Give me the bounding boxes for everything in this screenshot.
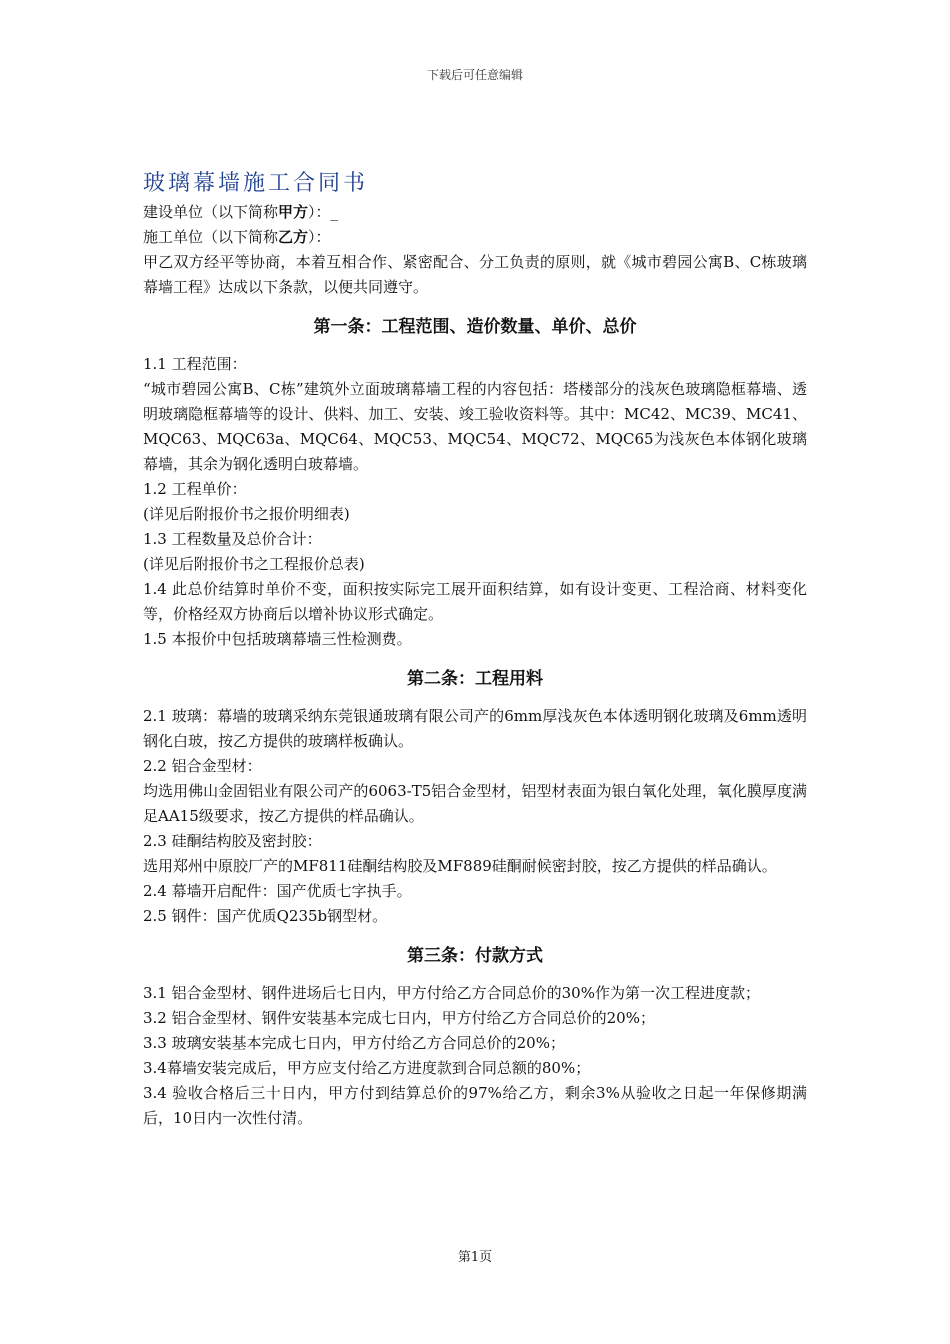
party-b-prefix: 施工单位（以下简称 xyxy=(143,228,279,246)
party-a-line xyxy=(143,200,807,225)
party-b-suffix: ）： xyxy=(308,228,331,246)
clause-paragraph: 2.1 玻璃：幕墙的玻璃采纳东莞银通玻璃有限公司产的6mm厚浅灰色本体透明钢化玻璃及6mm透明钢化白玻，按乙方提供的玻璃样板确认。 xyxy=(143,707,807,750)
page-number: 第1页 xyxy=(457,1250,493,1265)
clause-paragraph: 1.5 本报价中包括玻璃幕墙三性检测费。 xyxy=(143,630,412,648)
clause-paragraph: (详见后附报价书之报价明细表) xyxy=(143,505,350,523)
document-body xyxy=(143,168,807,1131)
clause-paragraph: 2.3 硅酮结构胶及密封胶： xyxy=(143,832,322,850)
clause-paragraph: 2.2 铝合金型材： xyxy=(143,757,262,775)
clause-paragraph: 3.2 铝合金型材、钢件安装基本完成七日内，甲方付给乙方合同总价的20%； xyxy=(143,1009,655,1027)
clause-paragraph: 3.1 铝合金型材、钢件进场后七日内，甲方付给乙方合同总价的30%作为第一次工程进度款； xyxy=(143,984,760,1002)
clause-paragraph: (详见后附报价书之工程报价总表) xyxy=(143,555,365,573)
clause-paragraph: 选用郑州中原胶厂产的MF811硅酮结构胶及MF889硅酮耐候密封胶，按乙方提供的样品确认。 xyxy=(143,857,777,875)
clause-paragraph: 2.4 幕墙开启配件：国产优质七字执手。 xyxy=(143,882,412,900)
clause-paragraph: 3.4 验收合格后三十日内，甲方付到结算总价的97%给乙方，剩余3%从验收之日起一年保修期满后，10日内一次性付清。 xyxy=(143,1084,807,1127)
clause-paragraph: 1.2 工程单价： xyxy=(143,480,247,498)
section-title: 第二条：工程用料 xyxy=(407,669,543,689)
party-b-bold: 乙方 xyxy=(278,228,309,246)
clause-paragraph: 3.4幕墙安装完成后，甲方应支付给乙方进度款到合同总额的80%； xyxy=(143,1059,591,1077)
party-b-line xyxy=(143,225,807,250)
clause-paragraph: 均选用佛山金固铝业有限公司产的6063-T5铝合金型材，铝型材表面为银白氧化处理，氧化膜厚度满足AA15级要求，按乙方提供的样品确认。 xyxy=(143,782,807,825)
clause-paragraph: 1.1 工程范围： xyxy=(143,355,247,373)
party-a-prefix: 建设单位（以下简称 xyxy=(143,203,279,221)
clause-paragraph: 3.3 玻璃安装基本完成七日内，甲方付给乙方合同总价的20%； xyxy=(143,1034,565,1052)
clause-paragraph: 1.4 此总价结算时单价不变，面积按实际完工展开面积结算，如有设计变更、工程洽商、材料变化等，价格经双方协商后以增补协议形式确定。 xyxy=(143,580,807,623)
party-a-suffix: ）：_ xyxy=(308,203,339,221)
clause-paragraph: 2.5 钢件：国产优质Q235b钢型材。 xyxy=(143,907,388,925)
section-title: 第一条：工程范围、造价数量、单价、总价 xyxy=(313,317,637,337)
section-title: 第三条：付款方式 xyxy=(407,946,543,966)
clause-paragraph: “城市碧园公寓B、C栋”建筑外立面玻璃幕墙工程的内容包括：塔楼部分的浅灰色玻璃隐框幕墙、透明玻璃隐框幕墙等的设计、供料、加工、安装、竣工验收资料等。其中：MC42、MC39、MC41、MQC63、MQC63a、MQC64、MQC53、MQC54、MQC72、MQC65为浅灰色本体钢化玻璃幕墙，其余为钢化透明白玻幕墙。 xyxy=(143,380,807,473)
party-a-bold: 甲方 xyxy=(278,203,309,221)
document-title: 玻璃幕墙施工合同书 xyxy=(143,171,369,196)
clause-paragraph: 1.3 工程数量及总价合计： xyxy=(143,530,322,548)
page-header: 下载后可任意编辑 xyxy=(426,68,523,82)
intro-paragraph: 甲乙双方经平等协商，本着互相合作、紧密配合、分工负责的原则，就《城市碧园公寓B、C栋玻璃幕墙工程》达成以下条款，以便共同遵守。 xyxy=(143,253,807,296)
